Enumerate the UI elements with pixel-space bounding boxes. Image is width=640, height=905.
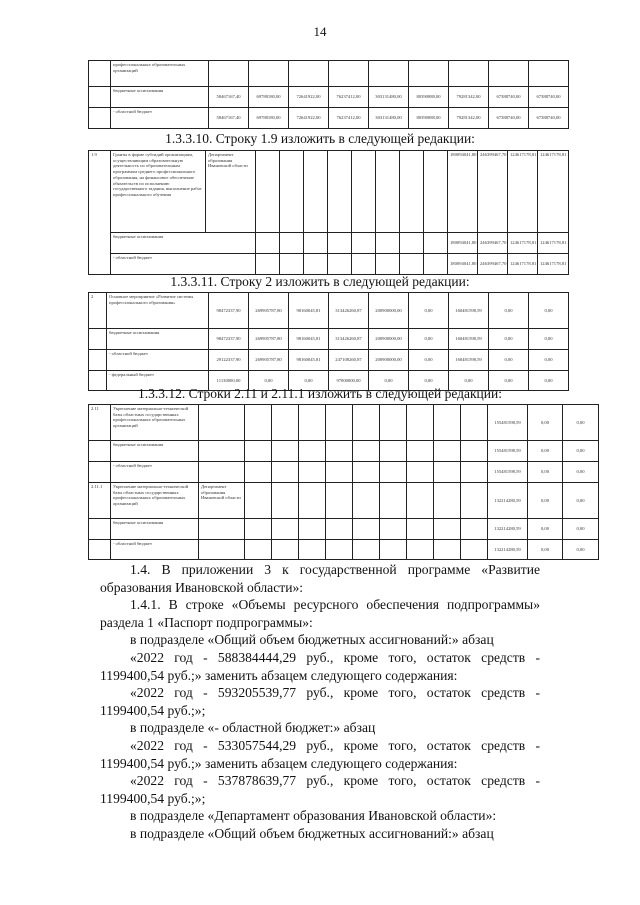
table-cell: 155481598,59 [488, 441, 528, 462]
paragraph: «2022 год - 533057544,29 руб., кроме того, остаток средств - 1199400,54 руб.;» заменить абзацем следующего содержания: [100, 737, 540, 771]
table-cell [289, 61, 329, 87]
table-cell [461, 519, 488, 540]
table-cell: 29122337,90 [209, 350, 249, 371]
table-cell: 0,00 [563, 405, 599, 441]
table-row [89, 87, 569, 108]
table-cell: 0,00 [563, 462, 599, 483]
table-cell [380, 441, 407, 462]
table-cell [407, 462, 434, 483]
table-cell [89, 441, 111, 462]
table-cell [434, 462, 461, 483]
table-cell [299, 462, 326, 483]
table-cell [353, 405, 380, 441]
table-cell: 160481598,59 [449, 293, 489, 329]
table-row [89, 329, 569, 350]
table-cell: Департамент образования Ивановской области [199, 483, 245, 519]
table-cell: 247108260,87 [329, 350, 369, 371]
table-cell: 124617178,81 [508, 151, 538, 233]
heading-rows-2-11: 1.3.3.12. Строки 2.11 и 2.11.1 изложить в следующей редакции: [138, 386, 502, 401]
table-cell [380, 405, 407, 441]
table-cell: 0,00 [249, 371, 289, 391]
table-cell [326, 483, 353, 519]
table-cell: 132214280,59 [488, 483, 528, 519]
table-cell [245, 462, 272, 483]
table-cell [199, 462, 245, 483]
table-cell: 200900000,00 [369, 350, 409, 371]
table-row [89, 483, 599, 519]
table-cell: 98160045,81 [289, 293, 329, 329]
table-row [89, 462, 599, 483]
table-cell [299, 519, 326, 540]
table-cell: 0,00 [449, 371, 489, 391]
table-cell: 0,00 [489, 371, 529, 391]
table-cell: 269905787,80 [249, 293, 289, 329]
paragraph: «2022 год - 593205539,77 руб., кроме того, остаток средств - 1199400,54 руб.;»; [100, 685, 540, 718]
table-cell: 0,00 [528, 519, 563, 540]
table-cell [209, 61, 249, 87]
table-continuation [88, 60, 569, 129]
table-cell: 0,00 [529, 293, 569, 329]
paragraph: в подразделе «Общий объем бюджетных ассигнований:» абзац [130, 632, 494, 648]
table-cell [380, 462, 407, 483]
table-cell: 155481598,59 [488, 405, 528, 441]
table-cell: 124617178,81 [508, 254, 538, 275]
table-cell [89, 462, 111, 483]
table-cell [199, 405, 245, 441]
table-rows-2-11 [88, 404, 599, 560]
table-cell [272, 483, 299, 519]
table-cell: 124617178,81 [508, 233, 538, 254]
table-cell: - областной бюджет [111, 108, 209, 129]
table-cell: 80390088,00 [409, 108, 449, 129]
table-cell [461, 462, 488, 483]
table-cell: бюджетные ассигнования [111, 519, 199, 540]
table-cell: 0,00 [529, 329, 569, 350]
table-cell [89, 87, 111, 108]
table-cell: 132214280,59 [488, 540, 528, 560]
table-cell [89, 519, 111, 540]
table-row [89, 441, 599, 462]
table-cell: 11130000,00 [209, 371, 249, 391]
page-number: 14 [313, 24, 327, 39]
table-row-2 [88, 292, 569, 391]
table-cell [299, 405, 326, 441]
table-cell [272, 540, 299, 560]
paragraph: в подразделе «Департамент образования Ивановской области»: [130, 808, 497, 824]
table-cell [245, 405, 272, 441]
heading-row-2: 1.3.3.11. Строку 2 изложить в следующей редакции: [170, 274, 470, 289]
table-cell [353, 483, 380, 519]
table-cell: 2.11.1 [89, 483, 111, 519]
table-cell [353, 519, 380, 540]
table-cell [245, 483, 272, 519]
table-cell [326, 519, 353, 540]
table-row [89, 405, 599, 441]
table-row-1-9 [88, 150, 569, 275]
table-cell: 0,00 [289, 371, 329, 391]
table-cell [407, 519, 434, 540]
table-cell: 200900000,00 [369, 293, 409, 329]
executor: Департамент образования Ивановской области [206, 151, 256, 233]
table-cell: - федеральный бюджет [107, 371, 209, 391]
paragraph: в подразделе «- областной бюджет:» абзац [130, 720, 376, 736]
paragraph: «2022 год - 537878639,77 руб., кроме того, остаток средств - 1199400,54 руб.;»; [100, 773, 540, 806]
table-cell: 269905787,80 [249, 350, 289, 371]
table-cell: 0,00 [409, 371, 449, 391]
table-cell: 98472337,90 [209, 329, 249, 350]
row-label: - областной бюджет [111, 254, 256, 275]
table-cell: 67388740,00 [489, 87, 529, 108]
paragraph: 1.4. В приложении 3 к государственной программе «Развитие образования Ивановской области»: [100, 562, 540, 595]
table-cell [249, 61, 289, 87]
table-cell: 80390088,00 [409, 87, 449, 108]
table-cell [89, 540, 111, 560]
table-cell: 0,00 [489, 350, 529, 371]
table-cell: 0,00 [563, 441, 599, 462]
row-label: бюджетные ассигнования [111, 233, 256, 254]
table-cell [380, 483, 407, 519]
table-cell: - областной бюджет [111, 462, 199, 483]
table-cell: бюджетные ассигнования [107, 329, 209, 350]
table-cell [434, 540, 461, 560]
table-cell [489, 61, 529, 87]
table-cell: 67388740,00 [489, 108, 529, 129]
table-cell: 160481598,59 [449, 350, 489, 371]
table-cell [89, 329, 107, 350]
table-cell: 0,00 [528, 483, 563, 519]
table-cell [199, 540, 245, 560]
table-cell: бюджетные ассигнования [111, 87, 209, 108]
table-cell: 0,00 [528, 441, 563, 462]
table-cell [407, 540, 434, 560]
table-cell [326, 462, 353, 483]
table-cell [326, 405, 353, 441]
table-cell: 313426260,87 [329, 293, 369, 329]
table-cell [353, 462, 380, 483]
table-cell: 69788180,00 [249, 108, 289, 129]
table-cell [89, 108, 111, 129]
measure-description: Гранты в форме субсидий организациям, осуществляющим образовательную деятельность по образовательным программам среднего профессионального образования, на финансовое обеспечение обязательств по исполнению государственного задания, выполнение работ профессионального обучения [111, 151, 206, 233]
table-cell [272, 405, 299, 441]
table-cell [369, 61, 409, 87]
table-cell: 303131480,00 [369, 108, 409, 129]
table-cell: 79281342,00 [449, 87, 489, 108]
table-cell [409, 61, 449, 87]
table-cell: 0,00 [409, 350, 449, 371]
table-cell [326, 540, 353, 560]
table-row [89, 61, 569, 87]
table-cell: 124617178,81 [538, 254, 569, 275]
table-row [89, 350, 569, 371]
table-cell [326, 441, 353, 462]
table-row [89, 108, 569, 129]
table-cell [299, 483, 326, 519]
table-cell [245, 441, 272, 462]
paragraph: в подразделе «Общий объем бюджетных ассигнований:» абзац [130, 825, 494, 841]
table-cell [199, 519, 245, 540]
table-cell [449, 61, 489, 87]
table-cell: - областной бюджет [111, 540, 199, 560]
table-cell: 155481598,59 [488, 462, 528, 483]
table-cell [380, 519, 407, 540]
table-cell: 0,00 [528, 540, 563, 560]
table-cell [353, 540, 380, 560]
table-cell: - областной бюджет [107, 350, 209, 371]
table-cell [434, 519, 461, 540]
table-cell: 69788180,00 [249, 87, 289, 108]
table-cell: 124617178,81 [538, 233, 569, 254]
table-cell [272, 519, 299, 540]
table-cell: 58467167,40 [209, 87, 249, 108]
table-cell: 0,00 [409, 329, 449, 350]
table-cell [461, 483, 488, 519]
table-cell: Укрепление материально-технической базы областных государственных профессиональных образовательных организаций [111, 483, 199, 519]
table-cell: 124617178,81 [538, 151, 569, 233]
table-cell: 0,00 [563, 519, 599, 540]
table-row [89, 519, 599, 540]
table-cell: 2.11 [89, 405, 111, 441]
table-cell: 76237412,00 [329, 108, 369, 129]
table-cell: 97000000,00 [329, 371, 369, 391]
table-cell: 269905787,80 [249, 329, 289, 350]
table-cell: 72641922,00 [289, 108, 329, 129]
table-cell [461, 405, 488, 441]
table-cell: 200900000,00 [369, 329, 409, 350]
table-cell: 0,00 [563, 483, 599, 519]
table-cell [199, 441, 245, 462]
table-cell: 0,00 [489, 293, 529, 329]
table-cell: 98472337,90 [209, 293, 249, 329]
table-cell: 132214280,59 [488, 519, 528, 540]
table-row [89, 540, 599, 560]
table-cell: 72641922,00 [289, 87, 329, 108]
table-cell [299, 441, 326, 462]
table-cell [89, 350, 107, 371]
table-cell [245, 540, 272, 560]
table-cell: 58467167,40 [209, 108, 249, 129]
table-cell: 246399467,70 [478, 254, 508, 275]
table-cell [434, 405, 461, 441]
table-cell: 303131480,00 [369, 87, 409, 108]
table-cell: 0,00 [528, 462, 563, 483]
table-cell: 180094041,80 [448, 254, 478, 275]
table-cell [407, 483, 434, 519]
table-cell: 246399467,70 [478, 151, 508, 233]
table-cell [272, 462, 299, 483]
row-number: 1.9 [89, 151, 111, 275]
table-cell [461, 441, 488, 462]
paragraph: 1.4.1. В строке «Объемы ресурсного обеспечения подпрограммы» раздела 1 «Паспорт подпрограммы»: [100, 597, 540, 630]
table-cell: 0,00 [563, 540, 599, 560]
table-cell: 246399467,70 [478, 233, 508, 254]
table-cell: бюджетные ассигнования [111, 441, 199, 462]
body-text [100, 561, 540, 843]
table-cell: 76237412,00 [329, 87, 369, 108]
table-cell [272, 441, 299, 462]
table-cell: 180094041,80 [448, 151, 478, 233]
table-cell: 160481598,59 [449, 329, 489, 350]
table-cell [299, 540, 326, 560]
table-cell: 313426260,87 [329, 329, 369, 350]
table-cell: 67388740,00 [529, 87, 569, 108]
table-cell [529, 61, 569, 87]
table-cell: 2 [89, 293, 107, 329]
table-cell [434, 483, 461, 519]
table-cell: 0,00 [409, 293, 449, 329]
table-cell [461, 540, 488, 560]
table-cell: Основное мероприятие «Развитие системы профессионального образования» [107, 293, 209, 329]
table-cell: Укрепление материально-технической базы областных государственных профессиональных образовательных организаций [111, 405, 199, 441]
table-cell: 98160045,81 [289, 350, 329, 371]
heading-row-1-9: 1.3.3.10. Строку 1.9 изложить в следующей редакции: [165, 131, 475, 146]
table-cell: 98160045,81 [289, 329, 329, 350]
table-cell [245, 519, 272, 540]
table-cell: профессиональных образовательных организаций [111, 61, 209, 87]
table-cell [380, 540, 407, 560]
table-cell: 79281342,00 [449, 108, 489, 129]
table-cell: 0,00 [529, 371, 569, 391]
table-cell [407, 405, 434, 441]
table-cell [353, 441, 380, 462]
table-cell: 0,00 [529, 350, 569, 371]
paragraph: «2022 год - 588384444,29 руб., кроме того, остаток средств - 1199400,54 руб.;» заменить абзацем следующего содержания: [100, 649, 540, 683]
table-cell [407, 441, 434, 462]
table-cell: 180094041,80 [448, 233, 478, 254]
table-row [89, 293, 569, 329]
table-cell: 0,00 [489, 329, 529, 350]
table-cell: 0,00 [528, 405, 563, 441]
table-cell: 67388740,00 [529, 108, 569, 129]
table-cell [89, 61, 111, 87]
table-cell: 0,00 [369, 371, 409, 391]
table-cell [329, 61, 369, 87]
table-cell [434, 441, 461, 462]
